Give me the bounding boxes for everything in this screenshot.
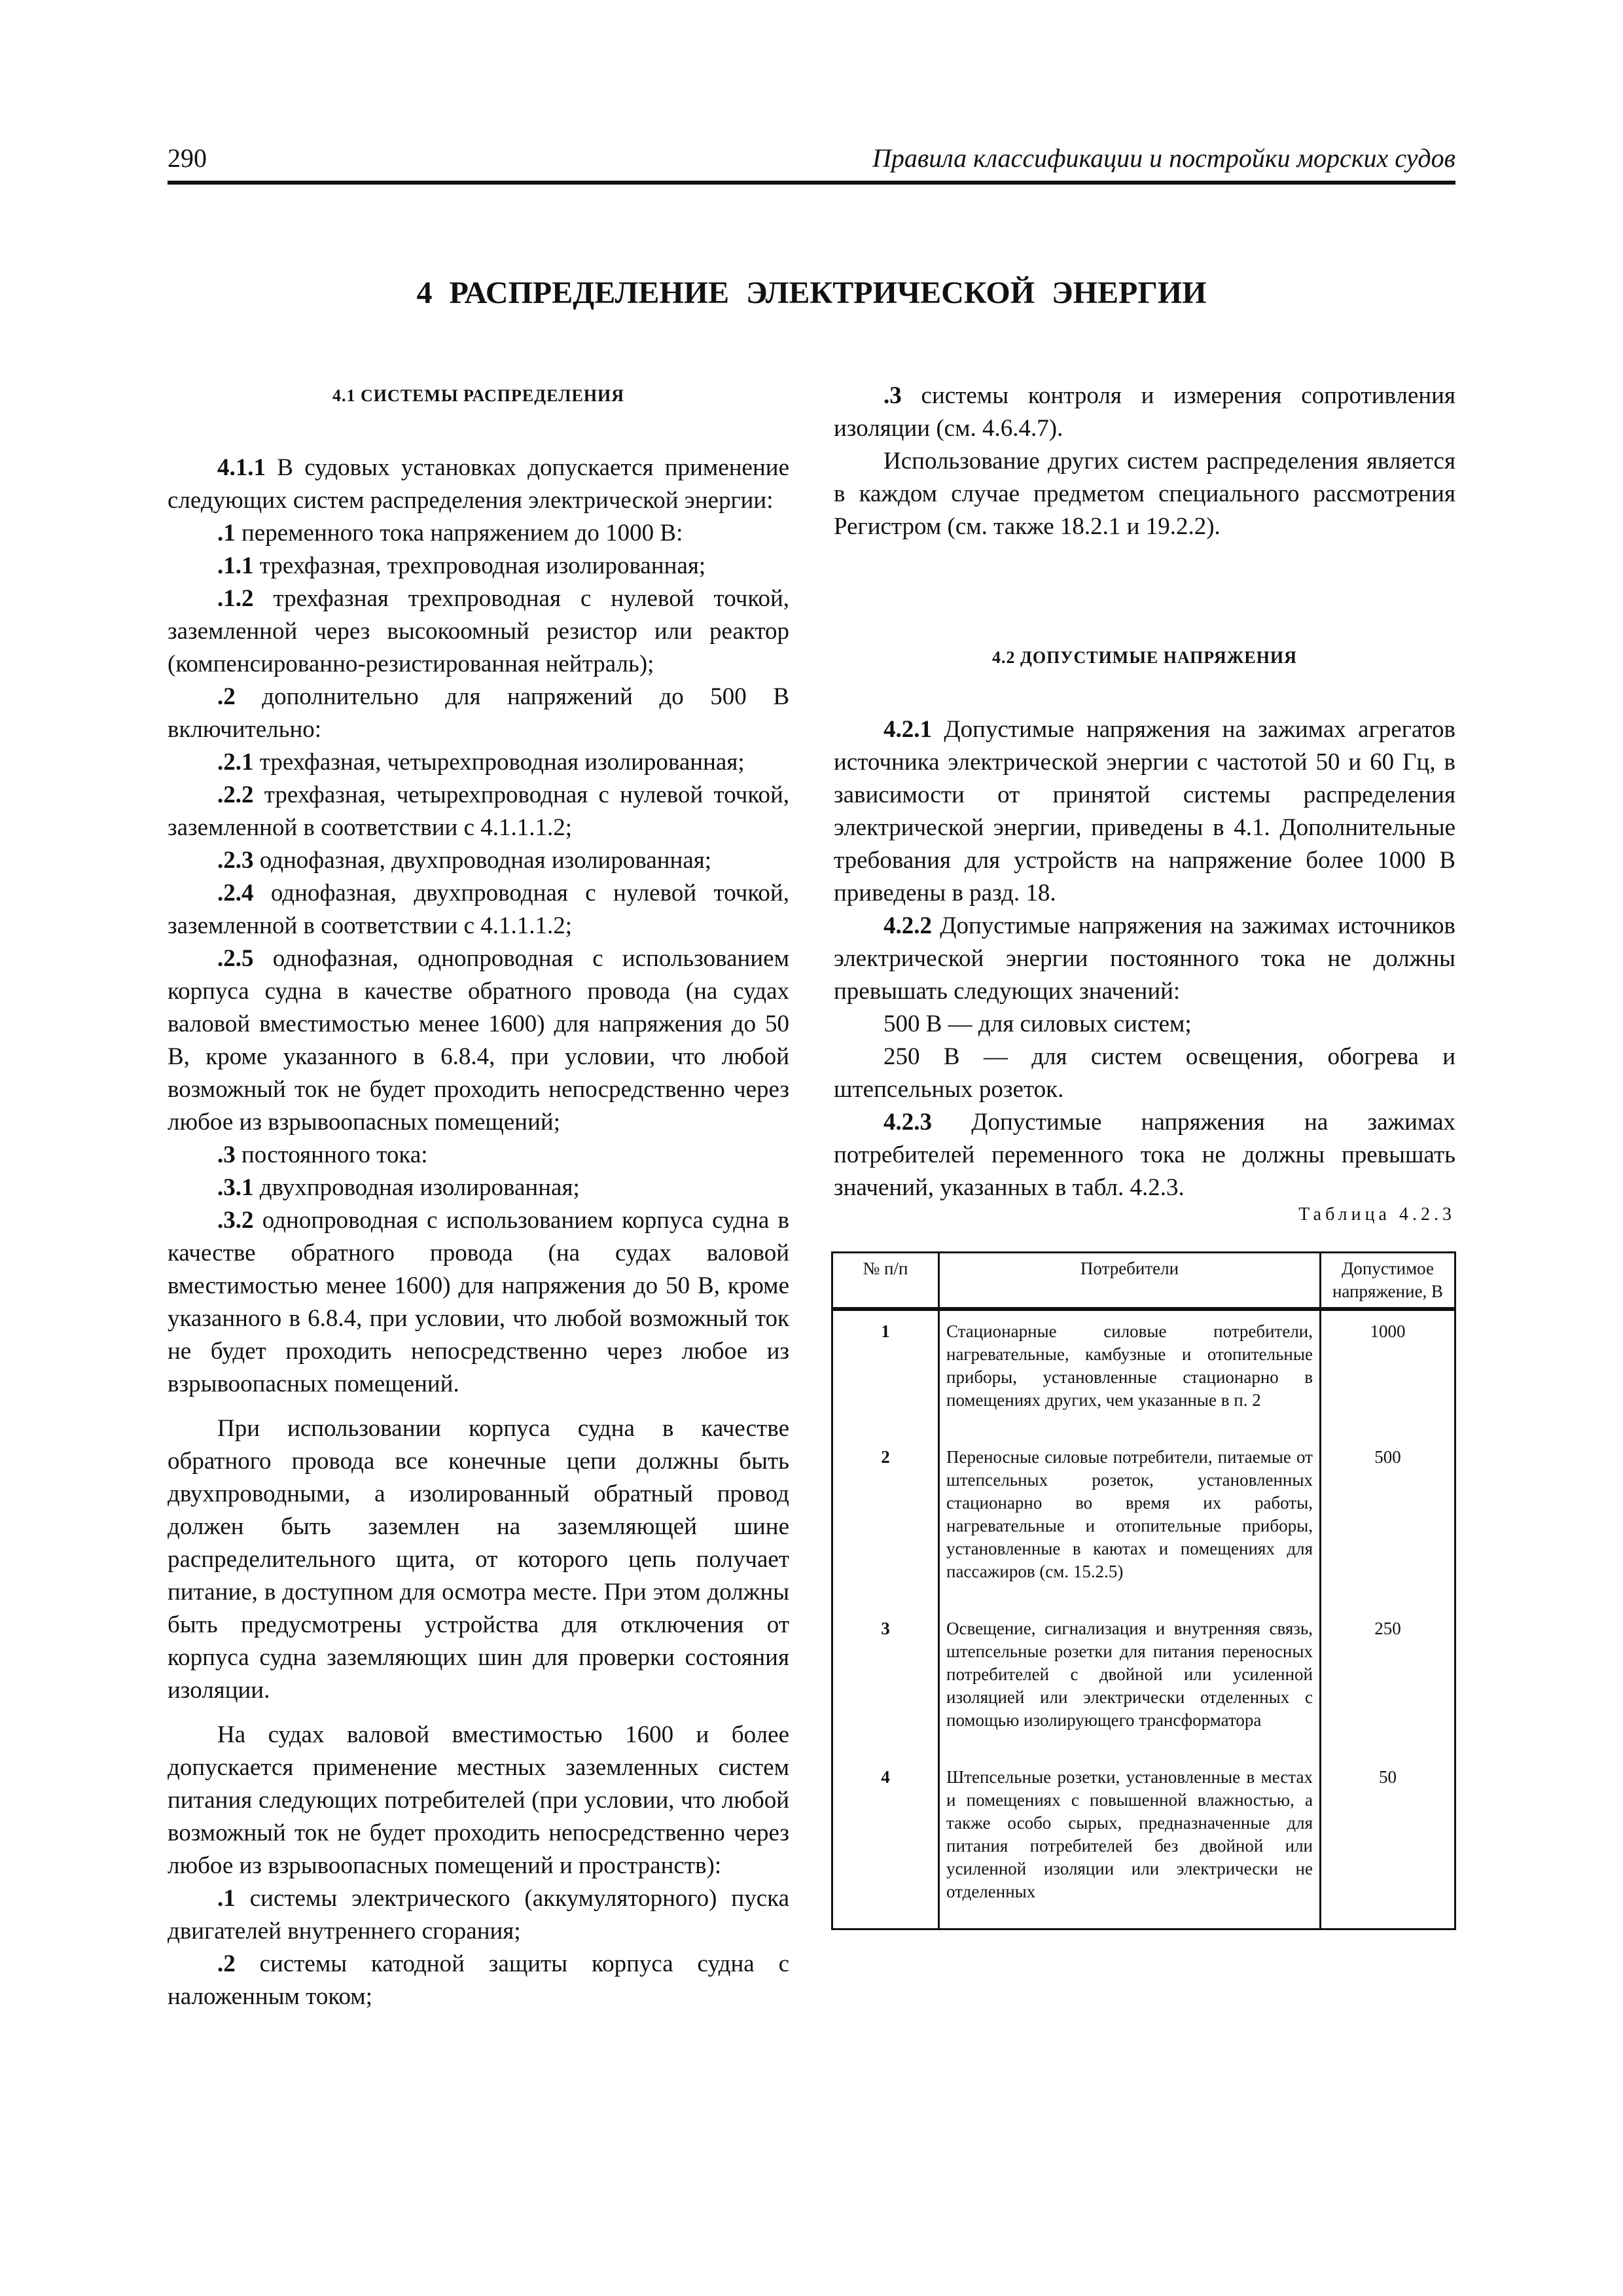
paragraph-4-2-2: 4.2.2 Допустимые напряжения на зажимах источников электрической энергии постоянного тока не должны превышать следующих значений: bbox=[834, 912, 1455, 1005]
list-item: .2.4 однофазная, двухпроводная с нулевой точкой, заземленной в соответствии с 4.1.1.1.2; bbox=[168, 880, 789, 939]
row-num: 2 bbox=[832, 1437, 939, 1608]
table-row bbox=[832, 1437, 1455, 1608]
list-item: .3.1 двухпроводная изолированная; bbox=[217, 1174, 580, 1201]
voltage-table bbox=[831, 1251, 1456, 1930]
right-column bbox=[834, 380, 1455, 1204]
table-row bbox=[832, 1309, 1455, 1437]
left-column bbox=[168, 380, 789, 2013]
table-header-row bbox=[832, 1253, 1455, 1310]
paragraph-4-1-1: 4.1.1 В судовых установках допускается применение следующих систем распределения электрической энергии: bbox=[168, 454, 789, 514]
list-item: 500 В — для силовых систем; bbox=[883, 1011, 1192, 1037]
page-number: 290 bbox=[168, 143, 207, 173]
paragraph-hull-return: При использовании корпуса судна в качестве обратного провода все конечные цепи должны быть двухпроводными, а изолированный обратный провод должен быть заземлен на заземляющей шине распределительного щита, от которого цепь получает питание, в доступном для осмотра месте. При этом должны быть предусмотрены устройства для отключения от корпуса судна заземляющих шин для проверки состояния изоляции. bbox=[168, 1415, 789, 1704]
list-item: .1.1 трехфазная, трехпроводная изолированная; bbox=[217, 552, 706, 579]
table-row bbox=[832, 1757, 1455, 1929]
page-header bbox=[168, 139, 1455, 185]
paragraph-4-2-1: 4.2.1 Допустимые напряжения на зажимах агрегатов источника электрической энергии с частотой 50 и 60 Гц, в зависимости от принятой системы распределения электрической энергии, приведены в 4.1. Дополнительные требования для устройств на напряжение более 1000 В приведены в разд. 18. bbox=[834, 716, 1455, 906]
row-voltage: 500 bbox=[1321, 1437, 1455, 1608]
row-consumers: Штепсельные розетки, установленные в местах и помещениях с повышенной влажностью, а также особо сырых, предназначенные для питания потребителей без двойной или усиленной изоляции или электрически не отделенных bbox=[939, 1757, 1321, 1929]
header-num: № п/п bbox=[832, 1253, 939, 1310]
section-title-4-2: 4.2 ДОПУСТИМЫЕ НАПРЯЖЕНИЯ bbox=[992, 648, 1297, 667]
list-item: .1 системы электрического (аккумуляторного) пуска двигателей внутреннего сгорания; bbox=[168, 1885, 789, 1945]
list-item: .3 постоянного тока: bbox=[217, 1141, 428, 1168]
list-item: .3.2 однопроводная с использованием корпуса судна в качестве обратного провода (на судах валовой вместимостью менее 1600) для напряжения до 50 В, кроме указанного в 6.8.4, при условии, что любой возможный ток не будет проходить непосредственно через любое из взрывоопасных помещений. bbox=[168, 1207, 789, 1397]
list-item: .1 переменного тока напряжением до 1000 В: bbox=[217, 520, 683, 547]
list-item: 250 В — для систем освещения, обогрева и штепсельных розеток. bbox=[834, 1043, 1455, 1103]
paragraph-local-earthed: На судах валовой вместимостью 1600 и более допускается применение местных заземленных систем питания следующих потребителей (при условии, что любой возможный ток не будет проходить непосредственно через любое из взрывоопасных помещений и пространств): bbox=[168, 1721, 789, 1879]
row-num: 1 bbox=[832, 1309, 939, 1437]
table-row bbox=[832, 1608, 1455, 1757]
list-item: .3 системы контроля и измерения сопротивления изоляции (см. 4.6.4.7). bbox=[834, 382, 1455, 442]
chapter-title: 4 РАСПРЕДЕЛЕНИЕ ЭЛЕКТРИЧЕСКОЙ ЭНЕРГИИ bbox=[416, 276, 1207, 310]
row-consumers: Переносные силовые потребители, питаемые от штепсельных розеток, установленных стационарно во время их работы, нагревательные и отопительные приборы, установленные в каютах и помещениях для пассажиров (см. 15.2.5) bbox=[939, 1437, 1321, 1608]
paragraph-other-systems: Использование других систем распределения является в каждом случае предметом специального рассмотрения Регистром (см. также 18.2.1 и 19.2.2). bbox=[834, 448, 1455, 540]
table-caption: Таблица 4.2.3 bbox=[1298, 1204, 1455, 1225]
list-item: .2 системы катодной защиты корпуса судна с наложенным током; bbox=[168, 1950, 789, 2010]
paragraph-4-2-3: 4.2.3 Допустимые напряжения на зажимах потребителей переменного тока не должны превышать значений, указанных в табл. 4.2.3. bbox=[834, 1109, 1455, 1201]
row-num: 4 bbox=[832, 1757, 939, 1929]
running-title: Правила классификации и постройки морских судов bbox=[872, 143, 1455, 173]
row-num: 3 bbox=[832, 1608, 939, 1757]
list-item: .2 дополнительно для напряжений до 500 В включительно: bbox=[168, 683, 789, 743]
row-voltage: 50 bbox=[1321, 1757, 1455, 1929]
list-item: .2.5 однофазная, однопроводная с использованием корпуса судна в качестве обратного провода (на судах валовой вместимостью менее 1600) для напряжения до 50 В, кроме указанного в 6.8.4, при условии, что любой возможный ток не будет проходить непосредственно через любое из взрывоопасных помещений; bbox=[168, 945, 789, 1136]
list-item: .2.2 трехфазная, четырехпроводная с нулевой точкой, заземленной в соответствии с 4.1.1.1.2; bbox=[168, 781, 789, 841]
row-consumers: Стационарные силовые потребители, нагревательные, камбузные и отопительные приборы, установленные стационарно в помещениях других, чем указанные в п. 2 bbox=[939, 1309, 1321, 1437]
row-voltage: 250 bbox=[1321, 1608, 1455, 1757]
section-title-4-1: 4.1 СИСТЕМЫ РАСПРЕДЕЛЕНИЯ bbox=[332, 386, 625, 405]
list-item: .2.3 однофазная, двухпроводная изолированная; bbox=[217, 847, 712, 874]
row-consumers: Освещение, сигнализация и внутренняя связь, штепсельные розетки для питания переносных потребителей с двойной или усиленной изоляцией или электрически отделенных с помощью изолирующего трансформатора bbox=[939, 1608, 1321, 1757]
list-item: .1.2 трехфазная трехпроводная с нулевой точкой, заземленной через высокоомный резистор или реактор (компенсированно-резистированная нейтраль); bbox=[168, 585, 789, 677]
row-voltage: 1000 bbox=[1321, 1309, 1455, 1437]
list-item: .2.1 трехфазная, четырехпроводная изолированная; bbox=[217, 749, 745, 776]
header-voltage: Допустимое напряжение, В bbox=[1321, 1253, 1455, 1310]
header-consumers: Потребители bbox=[939, 1253, 1321, 1310]
